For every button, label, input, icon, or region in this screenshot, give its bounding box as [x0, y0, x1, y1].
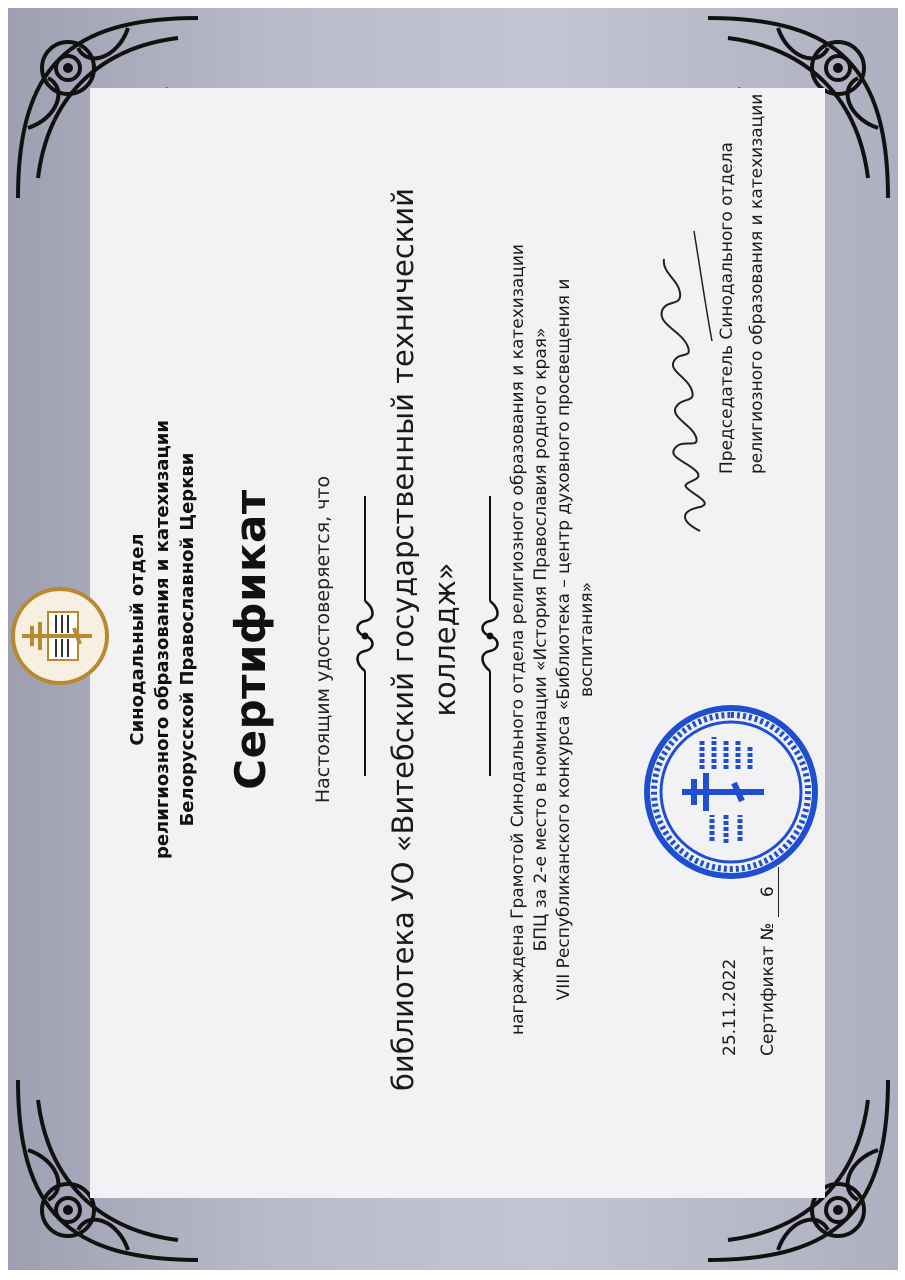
handwritten-signature: [660, 211, 720, 541]
certificate-number-value: 6: [758, 867, 779, 917]
organization-line-3: Белорусской Православной Церкви: [177, 452, 198, 827]
organization-line-1: Синодальный отдел: [127, 533, 148, 746]
award-line-1: награждена Грамотой Синодального отдела религиозного образования и катехизации: [508, 244, 528, 1035]
award-line-2: БПЦ за 2-е место в номинации «История Православия родного края»: [531, 327, 551, 952]
certificate-title: Сертификат: [226, 489, 275, 790]
signer-line-1: Председатель Синодального отдела: [717, 142, 737, 474]
certificate-number: [758, 867, 779, 1056]
certify-text: Настоящим удостоверяется, что: [312, 475, 334, 804]
official-seal-stamp: [642, 703, 820, 881]
certificate-number-label: Сертификат №: [758, 922, 778, 1056]
recipient-name: [382, 93, 466, 1186]
issue-date: 25.11.2022: [720, 958, 740, 1056]
award-text: [507, 93, 599, 1186]
award-line-4: воспитания»: [577, 581, 597, 698]
synodal-department-logo: [10, 586, 110, 686]
recipient-line-2: колледж»: [428, 562, 462, 717]
signer-position: [712, 93, 772, 474]
recipient-line-1: библиотека УО «Витебский государственный технический: [386, 188, 420, 1091]
organization-line-2: религиозного образования и катехизации: [152, 419, 173, 860]
certificate-content: [0, 93, 905, 1186]
ornamental-divider-bottom: [477, 496, 503, 776]
award-line-3: VIII Республиканского конкурса «Библиотека – центр духовного просвещения и: [554, 278, 574, 1001]
ornamental-divider-top: [352, 496, 378, 776]
organization-name: [125, 93, 200, 1186]
signer-line-2: религиозного образования и катехизации: [747, 93, 767, 474]
